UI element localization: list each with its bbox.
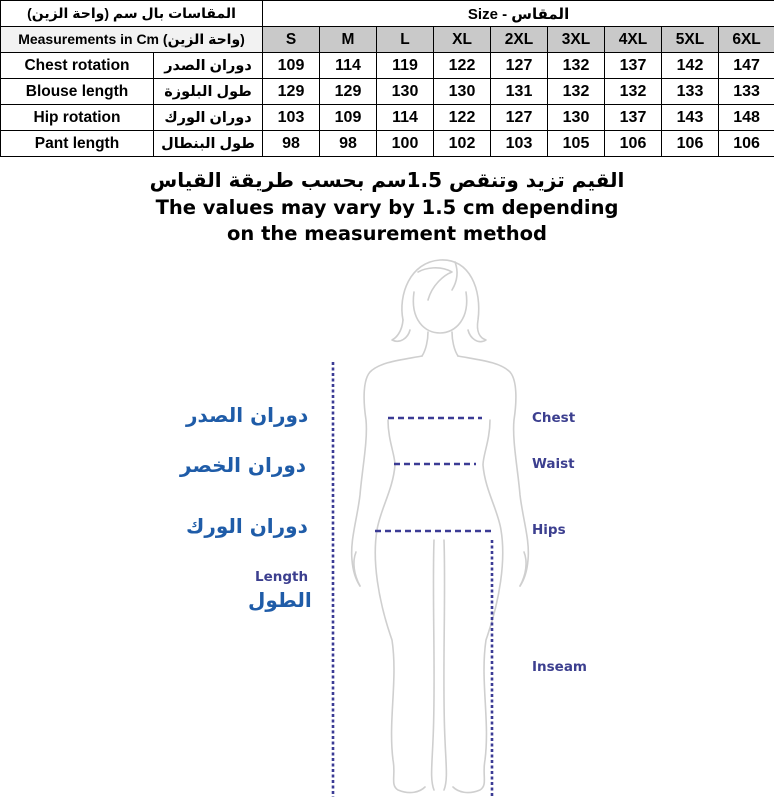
cell-value: 106 [605,131,662,157]
cell-value: 130 [434,79,491,105]
cell-value: 98 [320,131,377,157]
cell-value: 129 [263,79,320,105]
cell-value: 130 [377,79,434,105]
size-chart-table [0,0,774,157]
cell-value: 98 [263,131,320,157]
table-title-arabic: المقاسات بال سم (واحة الزين) [1,1,263,27]
cell-value: 114 [320,53,377,79]
cell-value: 133 [662,79,719,105]
cell-value: 133 [719,79,774,105]
cell-value: 131 [491,79,548,105]
cell-value: 132 [548,79,605,105]
cell-value: 122 [434,105,491,131]
row-label-en: Blouse length [1,79,154,105]
cell-value: 147 [719,53,774,79]
cell-value: 106 [662,131,719,157]
table-row-blouse-length [1,79,774,105]
size-header-s: S [263,27,320,53]
row-label-en: Hip rotation [1,105,154,131]
cell-value: 132 [605,79,662,105]
cell-value: 109 [320,105,377,131]
table-row-pant-length [1,131,774,157]
tolerance-note-arabic: القيم تزيد وتنقص 1.5سم بحسب طريقة القياس [149,168,625,192]
figure-outline-icon [352,260,529,793]
row-label-ar: دوران الصدر [154,53,263,79]
cell-value: 109 [263,53,320,79]
table-row-hip [1,105,774,131]
cell-value: 132 [548,53,605,79]
cell-value: 103 [263,105,320,131]
cell-value: 114 [377,105,434,131]
cell-value: 137 [605,105,662,131]
tolerance-note-english-line1: The values may vary by 1.5 cm depending [155,196,619,219]
label-chest-arabic: دوران الصدر [186,403,309,427]
measurements-header: Measurements in Cm (واحة الزين) [1,27,263,53]
table-row-chest [1,53,774,79]
tolerance-note-english-line2: on the measurement method [227,222,547,245]
label-waist-arabic: دوران الخصر [180,453,307,477]
cell-value: 129 [320,79,377,105]
table-title-row [1,1,774,27]
size-header-5xl: 5XL [662,27,719,53]
size-header-2xl: 2XL [491,27,548,53]
label-length-arabic: الطول [248,588,312,612]
cell-value: 122 [434,53,491,79]
cell-value: 105 [548,131,605,157]
label-hips-english: Hips [532,522,566,538]
label-chest-english: Chest [532,410,576,426]
size-header-row [1,27,774,53]
label-inseam-english: Inseam [532,659,588,675]
row-label-ar: طول البنطال [154,131,263,157]
cell-value: 119 [377,53,434,79]
cell-value: 143 [662,105,719,131]
size-header-3xl: 3XL [548,27,605,53]
size-header-l: L [377,27,434,53]
size-header-6xl: 6XL [719,27,774,53]
cell-value: 102 [434,131,491,157]
cell-value: 106 [719,131,774,157]
female-figure-illustration [0,250,774,803]
cell-value: 142 [662,53,719,79]
row-label-ar: طول البلوزة [154,79,263,105]
cell-value: 100 [377,131,434,157]
row-label-en: Chest rotation [1,53,154,79]
cell-value: 127 [491,53,548,79]
cell-value: 148 [719,105,774,131]
label-hips-arabic: دوران الورك [186,514,308,538]
size-header-m: M [320,27,377,53]
size-header-4xl: 4XL [605,27,662,53]
row-label-ar: دوران الورك [154,105,263,131]
cell-value: 103 [491,131,548,157]
row-label-en: Pant length [1,131,154,157]
cell-value: 130 [548,105,605,131]
label-waist-english: Waist [532,456,575,472]
cell-value: 127 [491,105,548,131]
body-measurement-diagram [0,250,774,803]
cell-value: 137 [605,53,662,79]
label-length-english: Length [255,569,309,585]
size-title: Size - المقاس [263,1,774,27]
size-header-xl: XL [434,27,491,53]
